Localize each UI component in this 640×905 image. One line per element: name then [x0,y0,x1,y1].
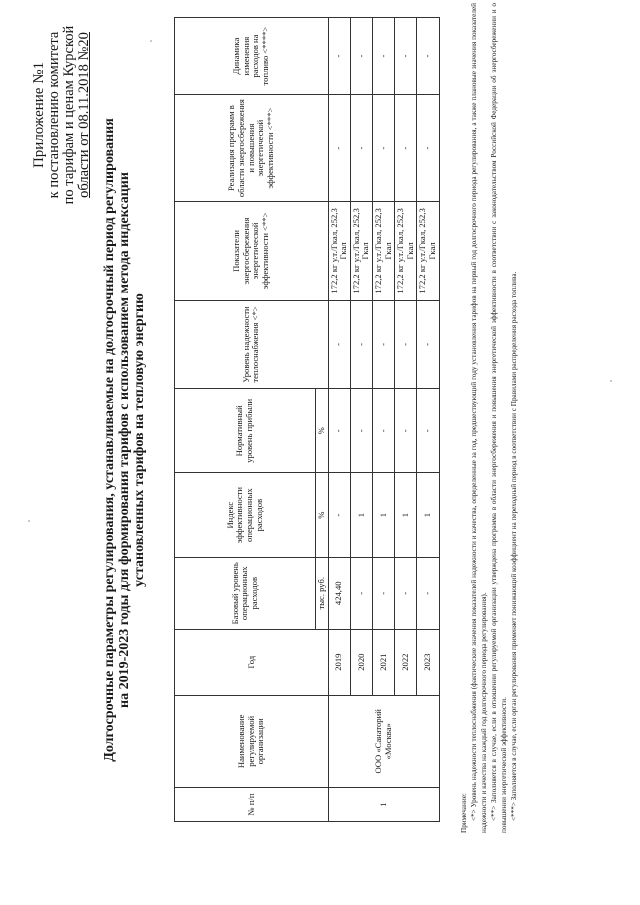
cell-year: 2021 [372,629,394,695]
cell-index: 1 [417,473,439,557]
cell-profit: - [350,389,372,473]
cell-fuel: - [417,18,439,95]
cell-program: - [417,95,439,202]
cell-base: - [350,557,372,629]
cell-fuel: - [350,18,372,95]
title-line: Долгосрочные параметры регулирования, устанавливаемые на долгосрочный период регулирования [102,118,117,762]
header-energy: Показатели энергосбережения энергетической эффективности <**> [175,202,329,301]
cell-base: 424,40 [328,557,350,629]
cell-reliability: - [328,300,350,388]
cell-base: - [417,557,439,629]
table-row [328,18,350,822]
cell-fuel: - [328,18,350,95]
document-title [102,95,147,785]
cell-program: - [395,95,417,202]
cell-program: - [328,95,350,202]
cell-energy: 172,2 кг у.т./Гкал, 252,3 Гкал [328,202,350,301]
header-row [175,18,316,822]
unit-index: % [316,473,329,557]
cell-profit: - [417,389,439,473]
cell-energy: 172,2 кг у.т./Гкал, 252,3 Гкал [395,202,417,301]
cell-base: - [395,557,417,629]
parameters-table [174,17,440,822]
appendix-date: области от 08.11.2018 №20 [76,32,92,198]
header-num: № п/п [175,788,329,822]
cell-index: 1 [372,473,394,557]
header-fuel: Динамика изменения расходов на топливо <****> [175,18,329,95]
cell-year: 2023 [417,629,439,695]
cell-profit: - [372,389,394,473]
header-year: Год [175,629,329,695]
cell-index: 1 [395,473,417,557]
organization-name: ООО «Санаторий «Москва» [328,695,439,788]
notes-heading: Примечание: [460,793,468,833]
cell-reliability: - [350,300,372,388]
header-program: Реализация программ в области энергосбережения и повышения энергетической эффективности <***> [175,95,329,202]
cell-index: - [328,473,350,557]
cell-energy: 172,2 кг у.т./Гкал, 252,3 Гкал [417,202,439,301]
cell-energy: 172,2 кг у.т./Гкал, 252,3 Гкал [372,202,394,301]
cell-year: 2022 [395,629,417,695]
cell-program: - [350,95,372,202]
header-org: Наименование регулируемой организации [175,695,329,788]
cell-fuel: - [372,18,394,95]
cell-year: 2019 [328,629,350,695]
cell-profit: - [395,389,417,473]
title-line: на 2019-2023 годы для формирования тарифов с использованием метода индексации [117,172,132,708]
note-item: <*> Уровень надежности теплоснабжения (фактические значения показателей надежности и качества, определенные за год, предшествующий году установления тарифов на первый год долгосрочного периода регулирования, а также плановые значения показателей надежности и качества на каждый год долгосрочного периода регулирования). [470,3,488,833]
header-index: Индекс эффективности операционных расходов [175,473,316,557]
appendix-line: по тарифам и ценам Курской [61,25,77,205]
appendix-number: Приложение №1 [31,61,47,169]
row-number: 1 [328,788,439,822]
cell-year: 2020 [350,629,372,695]
cell-base: - [372,557,394,629]
appendix-block [32,15,92,215]
cell-index: 1 [350,473,372,557]
cell-energy: 172,2 кг у.т./Гкал, 252,3 Гкал [350,202,372,301]
cell-reliability: - [395,300,417,388]
cell-fuel: - [395,18,417,95]
appendix-line: к постановлению комитета [46,31,62,199]
title-line: установленных тарифов на тепловую энергию [132,293,147,587]
header-profit: Нормативный уровень прибыли [175,389,316,473]
cell-program: - [372,95,394,202]
appendix-line [77,15,92,215]
notes-block [459,3,519,833]
cell-reliability: - [372,300,394,388]
header-reliability: Уровень надежности теплоснабжения <*> [175,300,329,388]
note-item: <***> Заполняется в случае, если орган регулирования применяет понижающий коэффициент на переходный период в соответствии с Правилами распределения расхода топлива. [510,271,518,821]
cell-reliability: - [417,300,439,388]
unit-base: тыс. руб. [316,557,329,629]
cell-profit: - [328,389,350,473]
note-item: <**> Заполняется в случае, если в отношении регулируемой организации утверждена программа в области энергосбережения и повышения энергетической эффективности в соответствии с законодательством Российской Федерации об энергосбережении и о повышении энергетической эффективности. [490,3,508,833]
unit-profit: % [316,389,329,473]
header-base: Базовый уровень операционных расходов [175,557,316,629]
